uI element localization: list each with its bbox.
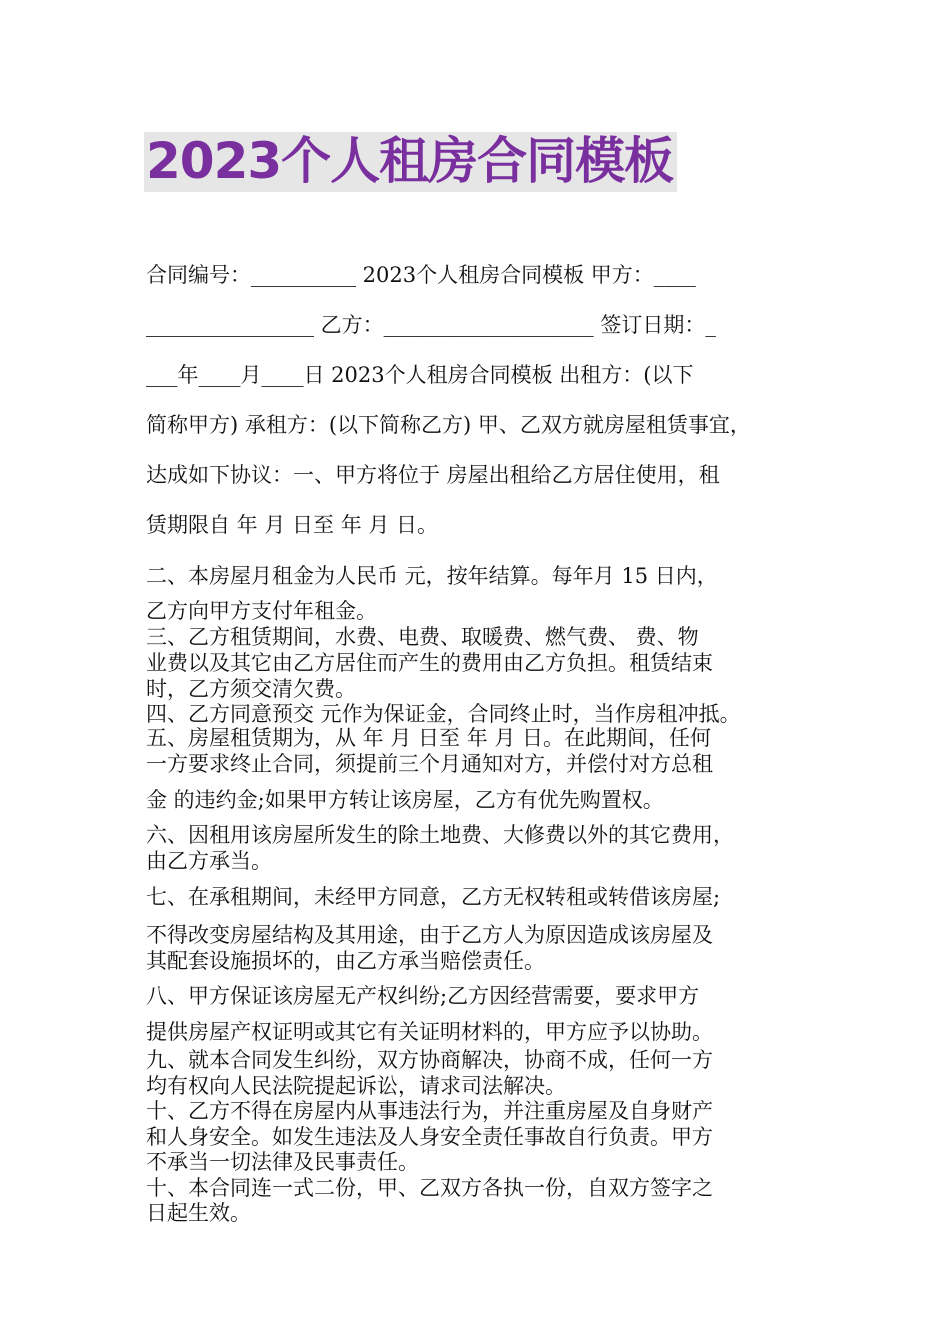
- text-line: ________________ 乙方：____________________ 签订日期：_: [146, 313, 716, 337]
- text-line: 合同编号：__________ 2023个人租房合同模板 甲方：____: [146, 263, 696, 287]
- text-line: 不得改变房屋结构及其用途，由于乙方人为原因造成该房屋及: [146, 923, 713, 947]
- text-line: 业费以及其它由乙方居住而产生的费用由乙方负担。租赁结束: [146, 651, 713, 675]
- text-line: 十、本合同连一式二份，甲、乙双方各执一份，自双方签字之: [146, 1176, 713, 1200]
- document-title: 2023个人租房合同模板: [144, 132, 677, 192]
- text-line: 由乙方承当。: [146, 849, 272, 873]
- text-line: 五、房屋租赁期为，从 年 月 日至 年 月 日。在此期间，任何: [146, 726, 712, 750]
- text-line: 时，乙方须交清欠费。: [146, 677, 356, 701]
- text-line: 二、本房屋月租金为人民币 元，按年结算。每年月 15 日内，: [146, 564, 718, 588]
- text-line: 日起生效。: [146, 1201, 251, 1225]
- text-line: ___年____月____日 2023个人租房合同模板 出租方：(以下: [146, 363, 694, 387]
- text-line: 不承当一切法律及民事责任。: [146, 1150, 419, 1174]
- text-line: 九、就本合同发生纠纷，双方协商解决，协商不成，任何一方: [146, 1048, 713, 1072]
- text-line: 其配套设施损坏的，由乙方承当赔偿责任。: [146, 949, 545, 973]
- text-line: 乙方向甲方支付年租金。: [146, 599, 377, 623]
- text-line: 四、乙方同意预交 元作为保证金，合同终止时，当作房租冲抵。: [146, 702, 741, 726]
- text-line: 三、乙方租赁期间，水费、电费、取暖费、燃气费、 费、物: [146, 625, 699, 649]
- text-line: 赁期限自 年 月 日至 年 月 日。: [146, 513, 439, 537]
- text-line: 十、乙方不得在房屋内从事违法行为，并注重房屋及自身财产: [146, 1099, 713, 1123]
- text-line: 一方要求终止合同，须提前三个月通知对方，并偿付对方总租: [146, 752, 713, 776]
- text-line: 均有权向人民法院提起诉讼，请求司法解决。: [146, 1074, 566, 1098]
- text-line: 和人身安全。如发生违法及人身安全责任事故自行负责。甲方: [146, 1125, 713, 1149]
- text-line: 六、因租用该房屋所发生的除土地费、大修费以外的其它费用，: [146, 823, 734, 847]
- text-line: 八、甲方保证该房屋无产权纠纷;乙方因经营需要，要求甲方: [146, 984, 700, 1008]
- text-line: 简称甲方) 承租方：(以下简称乙方) 甲、乙双方就房屋租赁事宜，: [146, 413, 751, 437]
- text-line: 提供房屋产权证明或其它有关证明材料的，甲方应予以协助。: [146, 1020, 713, 1044]
- text-line: 金 的违约金;如果甲方转让该房屋，乙方有优先购置权。: [146, 788, 664, 812]
- text-line: 七、在承租期间，未经甲方同意，乙方无权转租或转借该房屋;: [146, 885, 721, 909]
- text-line: 达成如下协议：一、甲方将位于 房屋出租给乙方居住使用，租: [146, 463, 720, 487]
